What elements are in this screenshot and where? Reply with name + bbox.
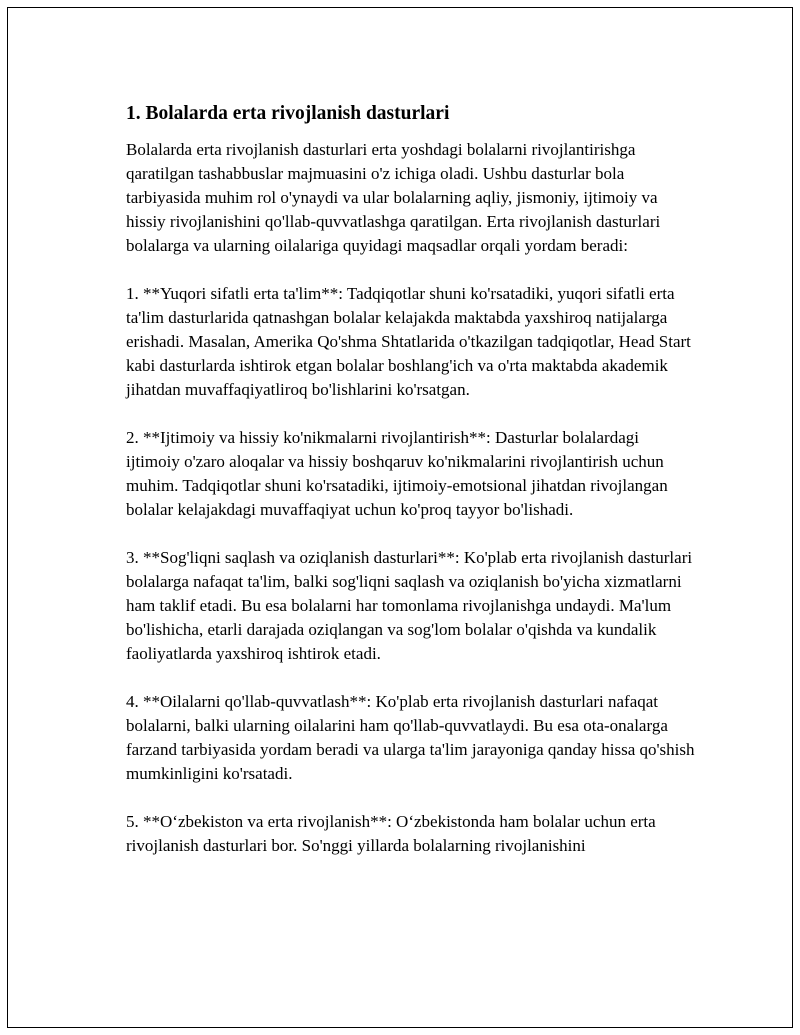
intro-paragraph: Bolalarda erta rivojlanish dasturlari erta yoshdagi bolalarni rivojlantirishga qaratilgan tashabbuslar majmuasini o'z ichiga oladi. Ushbu dasturlar bola tarbiyasida muhim rol o'ynaydi va ular bolalarning aqliy, jismoniy, ijtimoiy va hissiy rivojlanishini qo'llab-quvvatlashga qaratilgan. Erta rivojlanish dasturlari bolalarga va ularning oilalariga quyidagi maqsadlar orqali yordam beradi: bbox=[126, 140, 661, 255]
list-item-health-nutrition: 3. **Sog'liqni saqlash va oziqlanish dasturlari**: Ko'plab erta rivojlanish dasturlari bolalarga nafaqat ta'lim, balki sog'liqni saqlash va oziqlanish bo'yicha xizmatlarni ham taklif etadi. Bu esa bolalarni har tomonlama rivojlanishga undaydi. Ma'lum bo'lishicha, etarli darajada oziqlangan va sog'lom bolalar o'qishda va kundalik faoliyatlarda yaxshiroq ishtirok etadi. bbox=[126, 548, 693, 663]
list-item-social-emotional-skills: 2. **Ijtimoiy va hissiy ko'nikmalarni rivojlantirish**: Dasturlar bolalardagi ijtimoiy o'zaro aloqalar va hissiy boshqaruv ko'nikmalarini rivojlantirish uchun muhim. Tadqiqotlar shuni ko'rsatadiki, ijtimoiy-emotsional jihatdan rivojlangan bolalar kelajakdagi muvaffaqiyat uchun ko'proq tayyor bo'lishadi. bbox=[126, 428, 668, 519]
list-item-family-support: 4. **Oilalarni qo'llab-quvvatlash**: Ko'plab erta rivojlanish dasturlari nafaqat bolalarni, balki ularning oilalarini ham qo'llab-quvvatlaydi. Bu esa ota-onalarga farzand tarbiyasida yordam beradi va ularga ta'lim jarayoniga qanday hissa qo'shish mumkinligini ko'rsatadi. bbox=[126, 692, 695, 783]
document-content bbox=[126, 102, 696, 882]
page-frame bbox=[7, 7, 793, 1028]
list-item-quality-education: 1. **Yuqori sifatli erta ta'lim**: Tadqiqotlar shuni ko'rsatadiki, yuqori sifatli erta ta'lim dasturlarida qatnashgan bolalar kelajakda maktabda yaxshiroq natijalarga erishadi. Masalan, Amerika Qo'shma Shtatlarida o'tkazilgan tadqiqotlar, Head Start kabi dasturlarda ishtirok etgan bolalar boshlang'ich va o'rta maktabda akademik jihatdan muvaffaqiyatliroq bo'lishlarini ko'rsatgan. bbox=[126, 284, 691, 399]
section-heading: 1. Bolalarda erta rivojlanish dasturlari bbox=[126, 103, 450, 124]
list-item-uzbekistan: 5. **O‘zbekiston va erta rivojlanish**: O‘zbekistonda ham bolalar uchun erta rivojlanish dasturlari bor. So'nggi yillarda bolalarning rivojlanishini bbox=[126, 812, 656, 855]
